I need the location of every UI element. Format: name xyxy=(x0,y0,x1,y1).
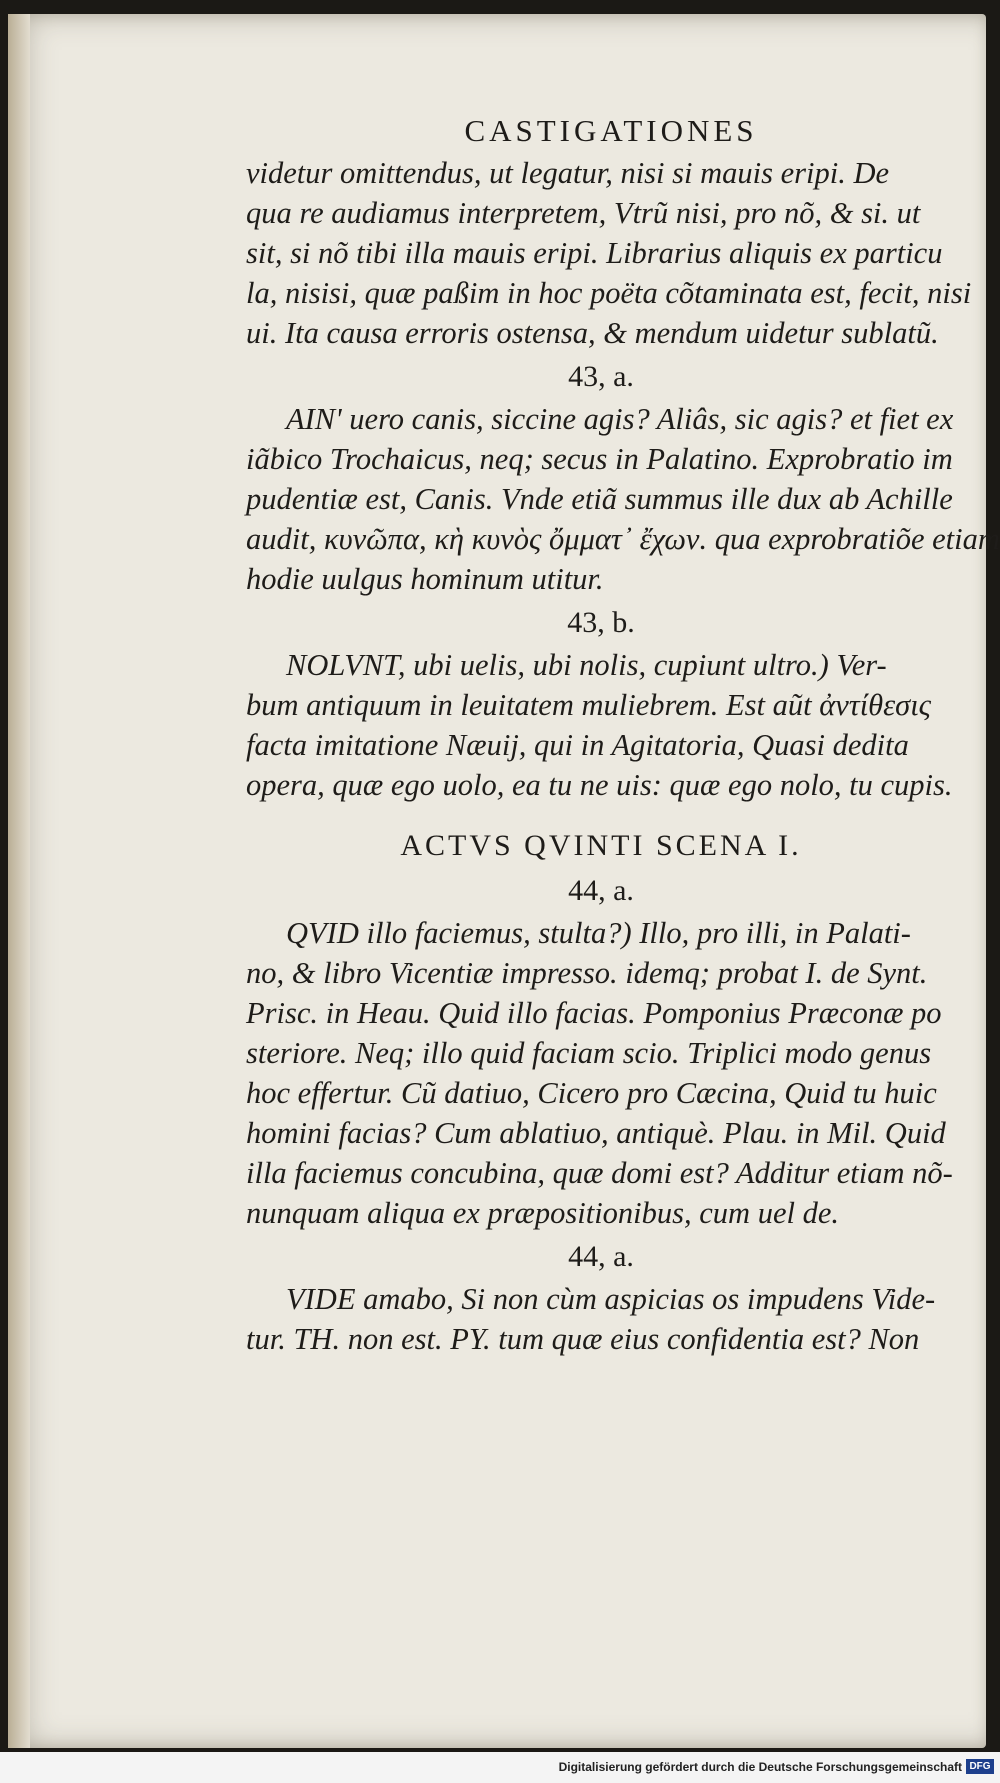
text-line: illa faciemus concubina, quæ domi est? Additur etiam nõ- xyxy=(246,1156,953,1190)
footer-credit: Digitalisierung gefördert durch die Deutsche Forschungsgemeinschaft xyxy=(558,1760,962,1774)
text-line: opera, quæ ego uolo, ea tu ne uis: quæ ego nolo, tu cupis. xyxy=(246,768,953,802)
text-line: VIDE amabo, Si non cùm aspicias os impudens Vide- xyxy=(286,1282,936,1316)
text-line: nunquam aliqua ex præpositionibus, cum uel de. xyxy=(246,1196,840,1230)
text-line: sit, si nõ tibi illa mauis eripi. Librarius aliquis ex particu xyxy=(246,236,943,270)
page-text xyxy=(246,113,1000,1359)
text-line: Prisc. in Heau. Quid illo facias. Pomponius Præconæ po xyxy=(246,996,942,1030)
dfg-logo: DFG xyxy=(966,1759,994,1774)
text-line: audit, κυνῶπα, κὴ κυνὸς ὄμματ᾽ ἔχων. qua exprobratiõe etiam xyxy=(246,522,1000,556)
note-marker: 43, b. xyxy=(567,606,635,639)
note-marker: 43, a. xyxy=(568,360,634,393)
page-gutter xyxy=(8,14,30,1748)
text-line: AIN' uero canis, siccine agis? Aliâs, sic agis? et fiet ex xyxy=(286,402,954,436)
text-line: qua re audiamus interpretem, Vtrũ nisi, pro nõ, & si. ut xyxy=(246,196,921,230)
text-line: pudentiæ est, Canis. Vnde etiã summus ille dux ab Achille xyxy=(246,482,953,516)
text-line: hoc effertur. Cũ datiuo, Cicero pro Cæcina, Quid tu huic xyxy=(246,1076,937,1110)
running-head: CASTIGATIONES xyxy=(464,113,758,148)
text-line: NOLVNT, ubi uelis, ubi nolis, cupiunt ultro.) Ver- xyxy=(286,648,887,682)
note-marker: 44, a. xyxy=(568,874,634,907)
text-line: hodie uulgus hominum utitur. xyxy=(246,562,604,596)
text-line: videtur omittendus, ut legatur, nisi si mauis eripi. De xyxy=(246,156,890,190)
text-line: bum antiquum in leuitatem muliebrem. Est aũt ἀντίθεσις xyxy=(246,688,932,722)
text-line: facta imitatione Næuij, qui in Agitatoria, Quasi dedita xyxy=(246,728,909,762)
text-line: QVID illo faciemus, stulta?) Illo, pro illi, in Palati- xyxy=(286,916,911,950)
text-line: iãbico Trochaicus, neq; secus in Palatino. Exprobratio im xyxy=(246,442,953,476)
text-line: homini facias? Cum ablatiuo, antiquè. Plau. in Mil. Quid xyxy=(246,1116,946,1150)
text-line: ui. Ita causa erroris ostensa, & mendum uidetur sublatũ. xyxy=(246,316,939,350)
body-flow xyxy=(246,153,1000,1359)
text-line: no, & libro Vicentiæ impresso. idemq; probat I. de Synt. xyxy=(246,956,928,990)
note-marker: 44, a. xyxy=(568,1240,634,1273)
text-line: steriore. Neq; illo quid faciam scio. Triplici modo genus xyxy=(246,1036,932,1070)
text-line: tur. TH. non est. PY. tum quæ eius confidentia est? Non xyxy=(246,1322,920,1356)
act-heading: ACTVS QVINTI SCENA I. xyxy=(400,829,802,862)
text-line: la, nisisi, quæ paßim in hoc poëta cõtaminata est, fecit, nisi xyxy=(246,276,972,310)
